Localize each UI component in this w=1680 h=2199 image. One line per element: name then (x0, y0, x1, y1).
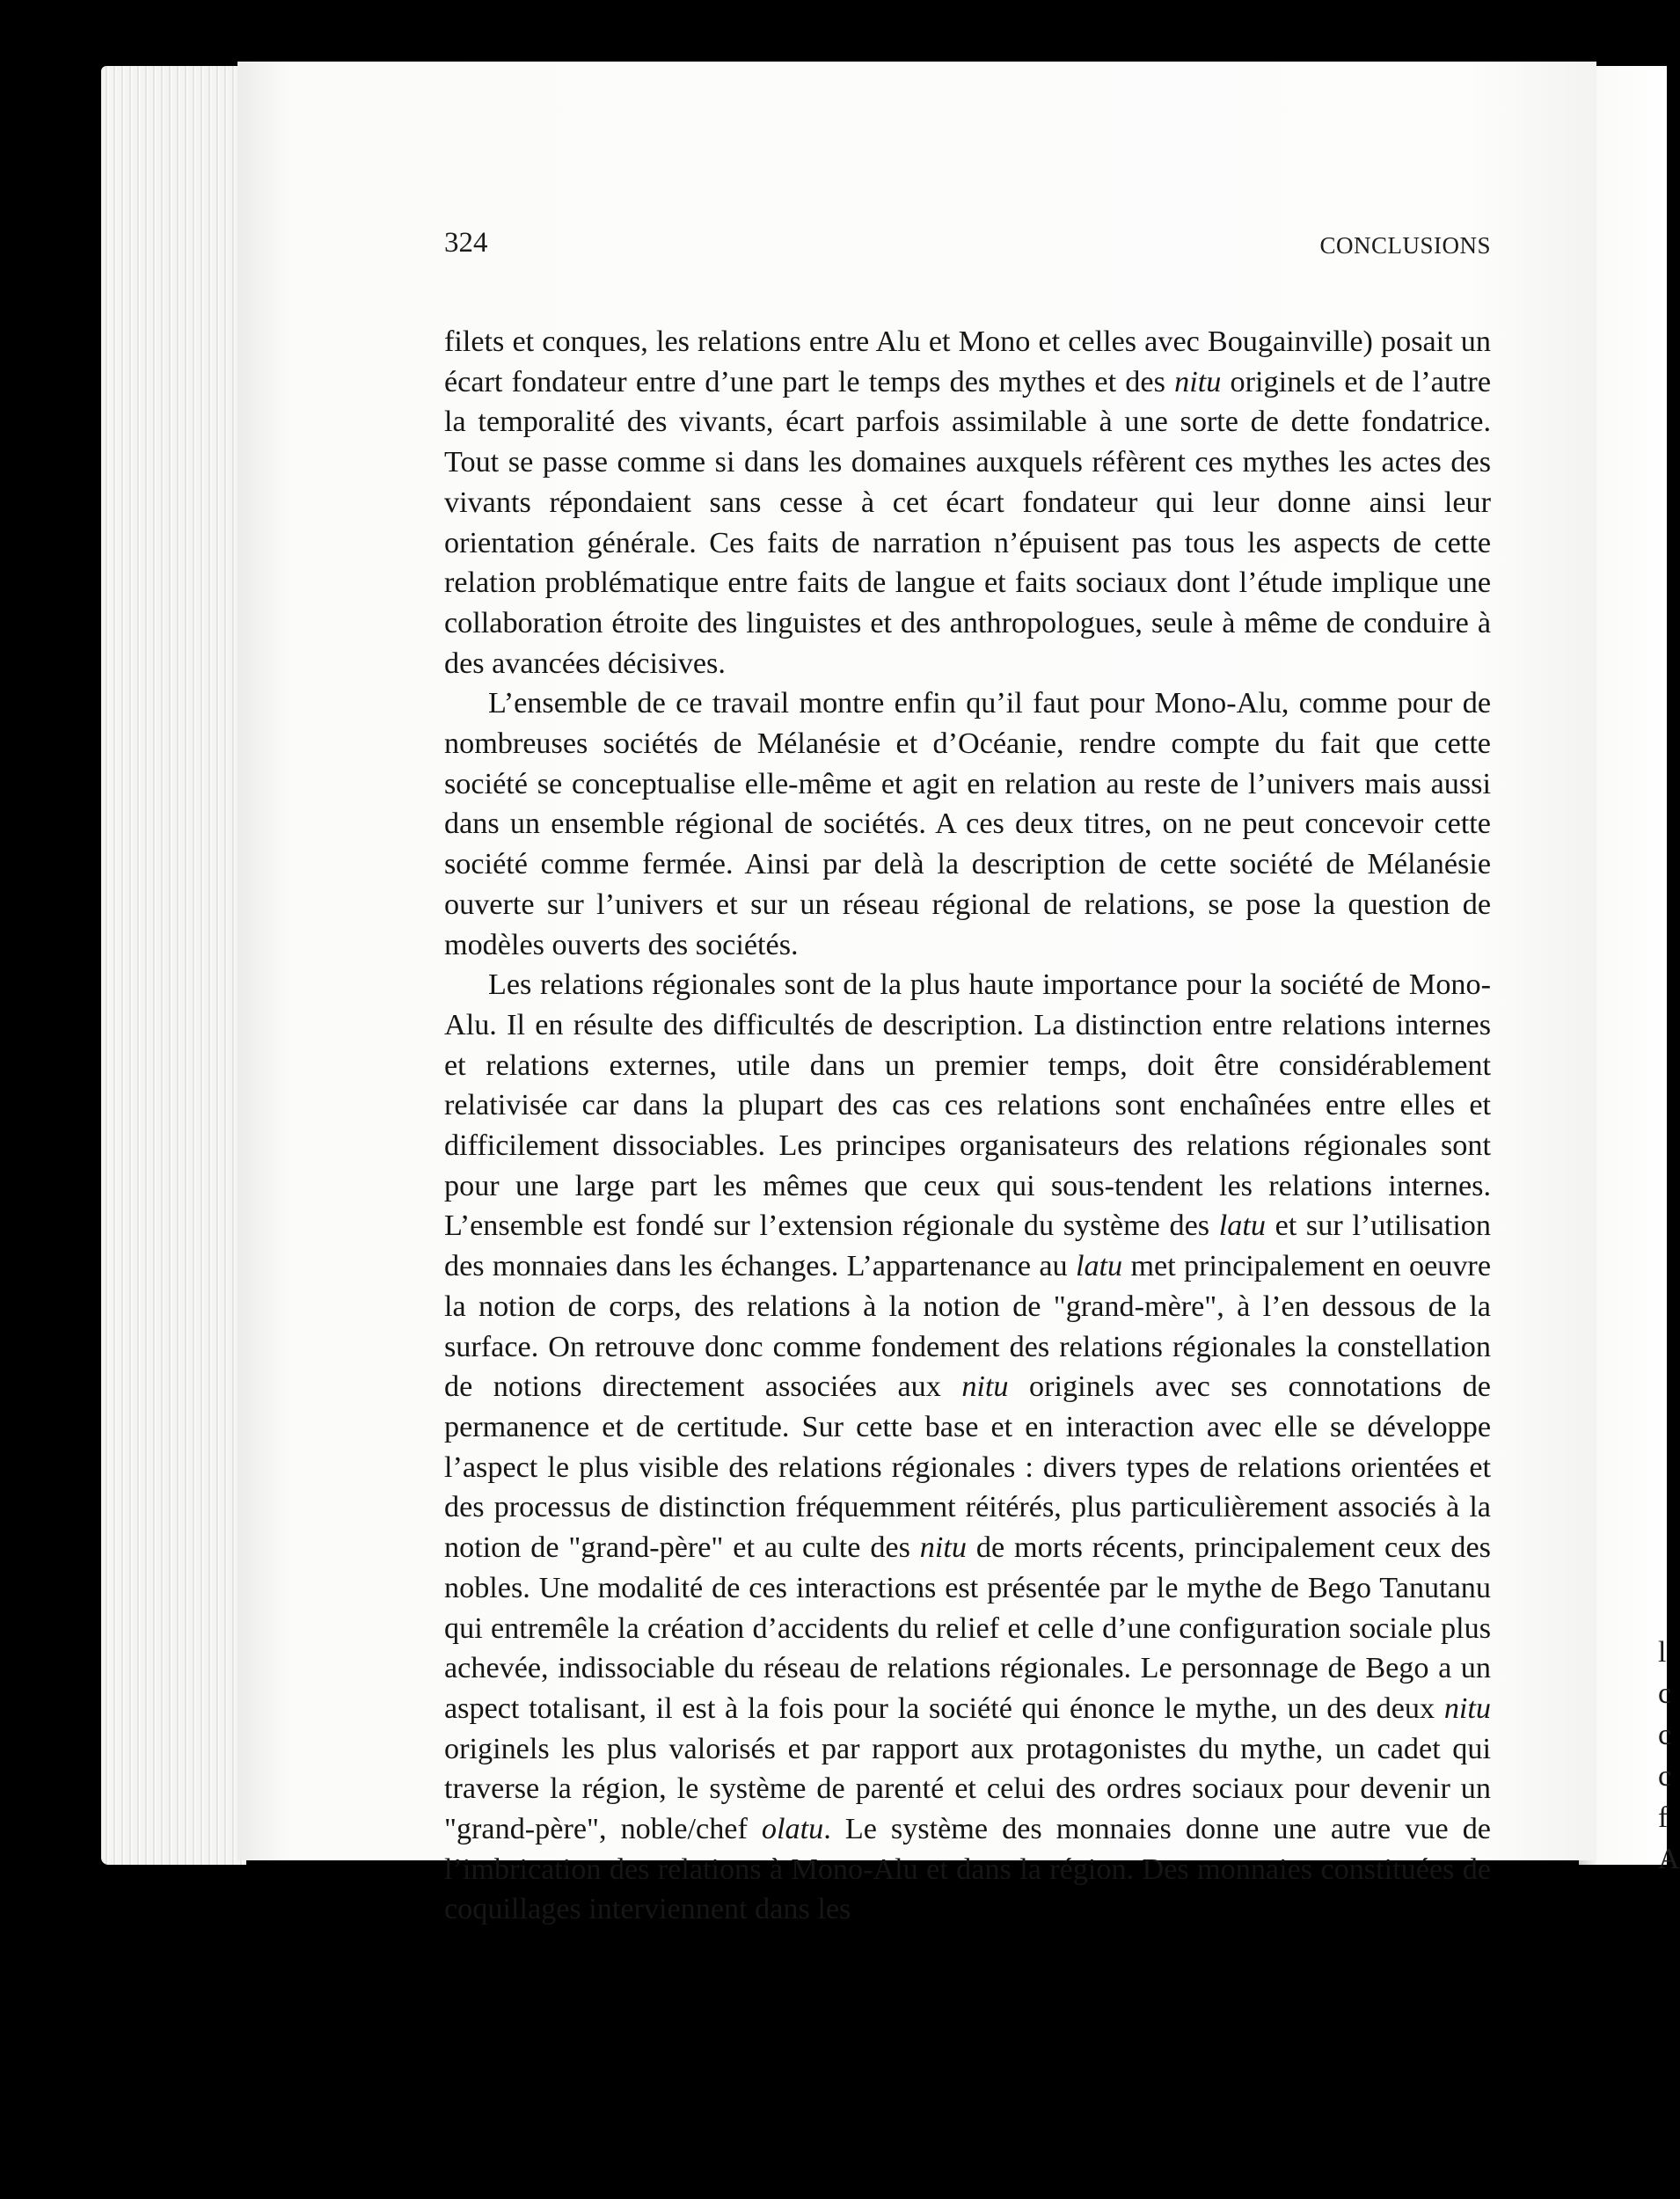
running-head: CONCLUSIONS (1319, 232, 1491, 259)
page-header (444, 227, 1491, 271)
paragraph: Les relations régionales sont de la plus haute importance pour la société de Mono-Alu. Il en résulte des difficultés de description. La distinction entre relations internes et relations externes, utile dans un premier temps, doit être considérablement relativisée car dans la plupart des cas ces relations sont enchaînées entre elles et difficilement dissociables. Les principes organisateurs des relations régionales sont pour une large part les mêmes que ceux qui sous-tendent les relations internes. L’ensemble est fondé sur l’extension régionale du système des latu et sur l’utilisation des monnaies dans les échanges. L’appartenance au latu met principalement en oeuvre la notion de corps, des relations à la notion de "grand-mère", à l’en dessous de la surface. On retrouve donc comme fondement des relations régionales la constellation de notions directement associées aux nitu originels avec ses connotations de permanence et de certitude. Sur cette base et en interaction avec elle se développe l’aspect le plus visible des relations régionales : divers types de relations orientées et des processus de distinction fréquemment réitérés, plus particulièrement associés à la notion de "grand-père" et au culte des nitu de morts récents, principalement ceux des nobles. Une modalité de ces interactions est présentée par le mythe de Bego Tanutanu qui entremêle la création d’accidents du relief et celle d’une configuration sociale plus achevée, indissociable du réseau de relations régionales. Le personnage de Bego a un aspect totalisant, il est à la fois pour la société qui énonce le mythe, un des deux nitu originels les plus valorisés et par rapport aux protagonistes du mythe, un cadet qui traverse la région, le système de parenté et celui des ordres sociaux pour devenir un "grand-père", noble/chef olatu. Le système des monnaies donne une autre vue de l’imbrication des relations à Mono-Alu et dans la région. Des monnaies constituées de coquillages interviennent dans les (444, 968, 1491, 1926)
paragraph: filets et conques, les relations entre Alu et Mono et celles avec Bougainville) posait un écart fondateur entre d’une part le temps des mythes et des nitu originels et de l’autre la temporalité des vivants, écart parfois assimilable à une sorte de dette fondatrice. Tout se passe comme si dans les domaines auxquels réfèrent ces mythes les actes des vivants répondaient sans cesse à cet écart fondateur qui leur donne ainsi leur orientation générale. Ces faits de narration n’épuisent pas tous les aspects de cette relation problématique entre faits de langue et faits sociaux dont l’étude implique une collaboration étroite des linguistes et des anthropologues, seule à même de conduire à des avancées décisives. (444, 325, 1491, 680)
body-text (444, 322, 1491, 1930)
paragraph: L’ensemble de ce travail montre enfin qu’il faut pour Mono-Alu, comme pour de nombreuses sociétés de Mélanésie et d’Océanie, rendre compte du fait que cette société se conceptualise elle-même et agit en relation au reste de l’univers mais aussi dans un ensemble régional de sociétés. A ces deux titres, on ne peut concevoir cette société comme fermée. Ainsi par delà la description de cette société de Mélanésie ouverte sur l’univers et sur un réseau régional de relations, se pose la question de modèles ouverts des sociétés. (444, 687, 1491, 961)
adjacent-page-fragment: l c c c f A (1658, 1636, 1680, 1875)
page-number: 324 (444, 227, 488, 259)
stacked-page-edges (101, 66, 246, 1865)
